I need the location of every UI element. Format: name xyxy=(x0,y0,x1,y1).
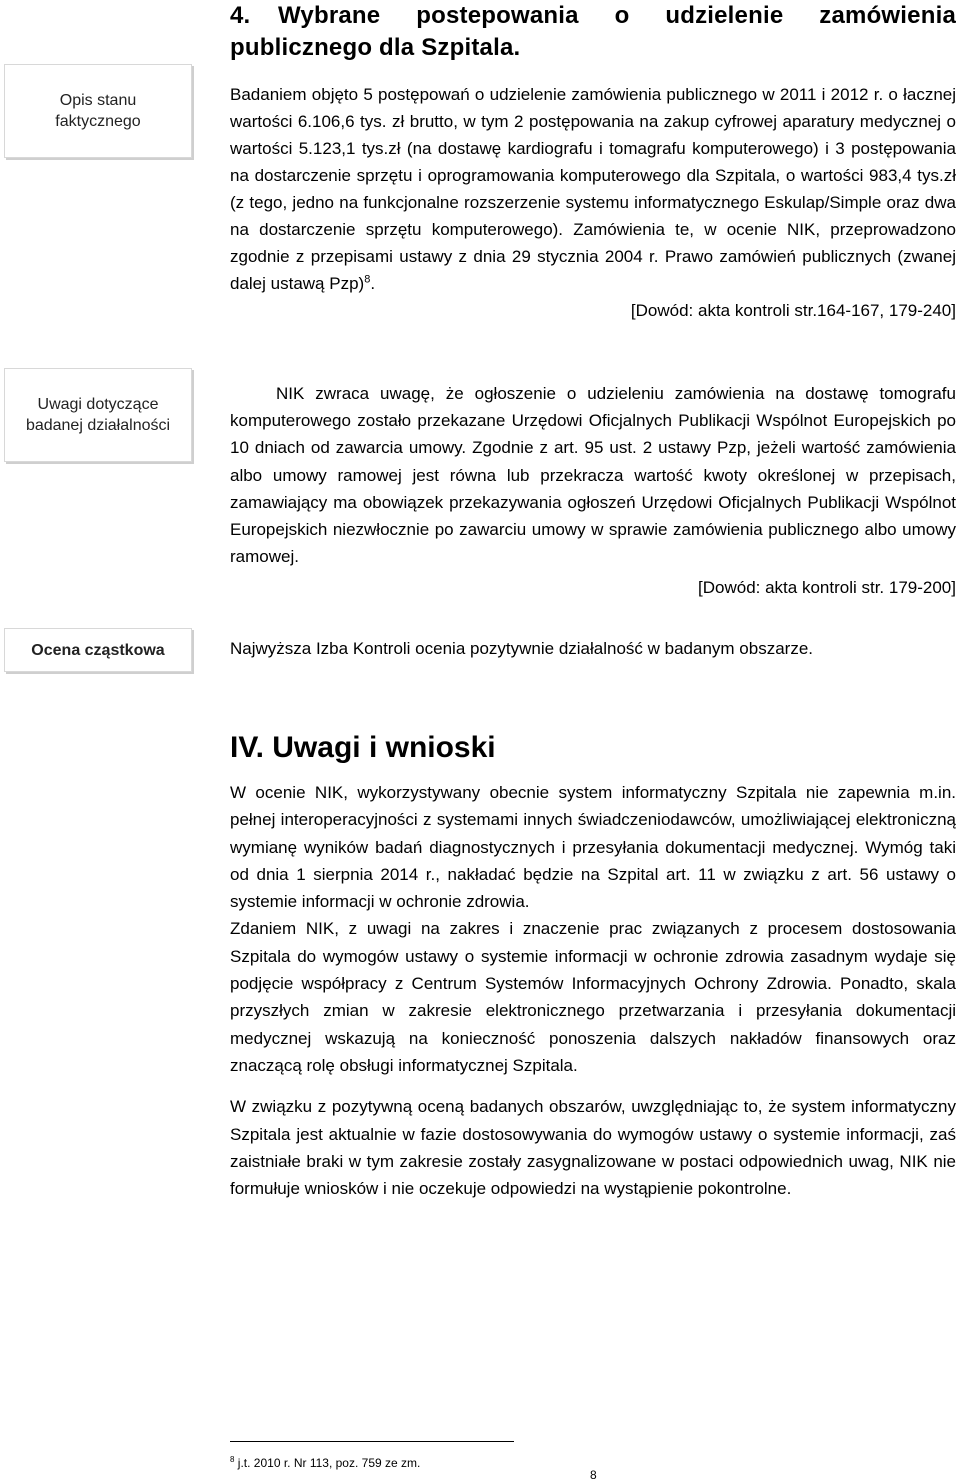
opis-text: Badaniem objęto 5 postępowań o udzielenie zamówienia publicznego w 2011 i 2012 r. o łacznej wartości 6.106,6 tys. zł brutto, w tym 2 postępowania na zakup cyfrowej aparatury medycznej o wartości 5.123,1 tys.zł (na dostawę kardiografu i tomagrafu komputerowego) i 3 postępowania na dostarczenie sprzętu i oprogramowania komputerowego dla Szpitala, o wartości 983,4 tys.zł (z tego, jedno na funkcjonalne rozszerzenie systemu informatycznego Eskulap/Simple oraz dwa na dostarczenie sprzętu komputerowego). Zamówienia te, w ocenie NIK, przeprowadzono zgodnie z przepisami ustawy z dnia 29 stycznia 2004 r. Prawo zamówień publicznych (zwanej dalej ustawą Pzp) xyxy=(230,85,956,293)
section-number: 4. xyxy=(230,2,251,29)
sidebar-label-opis-line2: faktycznego xyxy=(55,113,141,130)
footnote-number: 8 xyxy=(230,1455,235,1464)
footnote-text: j.t. 2010 r. Nr 113, poz. 759 ze zm. xyxy=(237,1456,421,1470)
footnote-ref: 8 xyxy=(364,273,371,286)
page-number: 8 xyxy=(590,1468,597,1482)
sidebar-box-ocena xyxy=(4,628,192,672)
section-iv-paragraph-3: W związku z pozytywną oceną badanych obszarów, uwzględniając to, że system informatyczny Szpitala jest aktualnie w fazie dostosowywania do wymogów ustawy o systemie informacji, zaś zaistniałe braki w tym zakresie zostały zasygnalizowane w postaci odpowiednich uwag, NIK nie formułuje wniosków i nie oczekuje odpowiedzi na wystąpienie pokontrolne. xyxy=(230,1097,956,1199)
section-iv-body xyxy=(230,779,956,1202)
opis-text-end: . xyxy=(370,274,376,293)
uwagi-evidence: [Dowód: akta kontroli str. 179-200] xyxy=(698,578,956,598)
uwagi-section xyxy=(230,380,956,602)
uwagi-paragraph: NIK zwraca uwagę, że ogłoszenie o udzieleniu zamówienia na dostawę tomografu komputerowego zostało przekazane Urzędowi Oficjalnych Publikacji Wspólnot Europejskich po 10 dniach od zawarcia umowy. Zgodnie z art. 95 ust. 2 ustawy Pzp, jeżeli wartość zamówienia albo umowy ramowej jest równa lub przekracza wartość kwoty określonej w przepisach, zamawiający ma obowiązek przekazywania ogłoszeń Urzędowi Oficjalnych Publikacji Wspólnot Europejskich niezwłocznie po zawarciu umowy w sprawie zamówienia publicznego albo umowy ramowej. xyxy=(230,384,956,567)
sidebar-label-uwagi-line1: Uwagi dotyczące xyxy=(37,396,159,413)
footnote-divider xyxy=(230,1441,514,1442)
sidebar-box-uwagi xyxy=(4,368,192,462)
opis-paragraph xyxy=(230,81,956,297)
section-iv-heading: IV. Uwagi i wnioski xyxy=(230,731,496,764)
ocena-section xyxy=(230,636,956,662)
section-title: Wybrane postepowania o udzielenie zamówienia publicznego dla Szpitala. xyxy=(230,2,956,61)
ocena-paragraph: Najwyższa Izba Kontroli ocenia pozytywnie działalność w badanym obszarze. xyxy=(230,639,814,658)
opis-section xyxy=(230,81,956,324)
section-iv-paragraph-2: Zdaniem NIK, z uwagi na zakres i znaczenie prac związanych z procesem dostosowania Szpitala do wymogów ustawy o systemie informacji w ochronie zdrowia zasadnym wydaje się podjęcie współpracy z Centrum Systemów Informacyjnych Ochrony Zdrowia. Ponadto, skala przyszłych zmian w zakresie elektronicznego przetwarzania i przesyłania dokumentacji medycznej wskazują na konieczność ponoszenia dalszych nakładów finansowych oraz znaczącą rolę obsługi informatycznej Szpitala. xyxy=(230,919,956,1075)
section-iv-paragraph-1: W ocenie NIK, wykorzystywany obecnie system informatyczny Szpitala nie zapewnia m.in. pełnej interoperacyjności z systemami innych świadczeniodawców, umożliwiającej elektroniczną wymianę wyników badań diagnostycznych i przesyłania dokumentacji medycznej. Wymóg taki od dnia 1 sierpnia 2014 r., nakładać będzie na Szpital art. 11 w związku z art. 56 ustawy o systemie informacji w ochronie zdrowia. xyxy=(230,783,956,912)
sidebar-label-opis-line1: Opis stanu xyxy=(59,92,137,109)
sidebar-label-uwagi-line2: badanej działalności xyxy=(25,417,171,434)
footnote xyxy=(230,1452,420,1471)
sidebar-label-ocena: Ocena cząstkowa xyxy=(31,641,165,659)
section-4-heading xyxy=(230,0,956,64)
opis-evidence: [Dowód: akta kontroli str.164-167, 179-240] xyxy=(630,301,956,320)
sidebar-box-opis xyxy=(4,64,192,158)
